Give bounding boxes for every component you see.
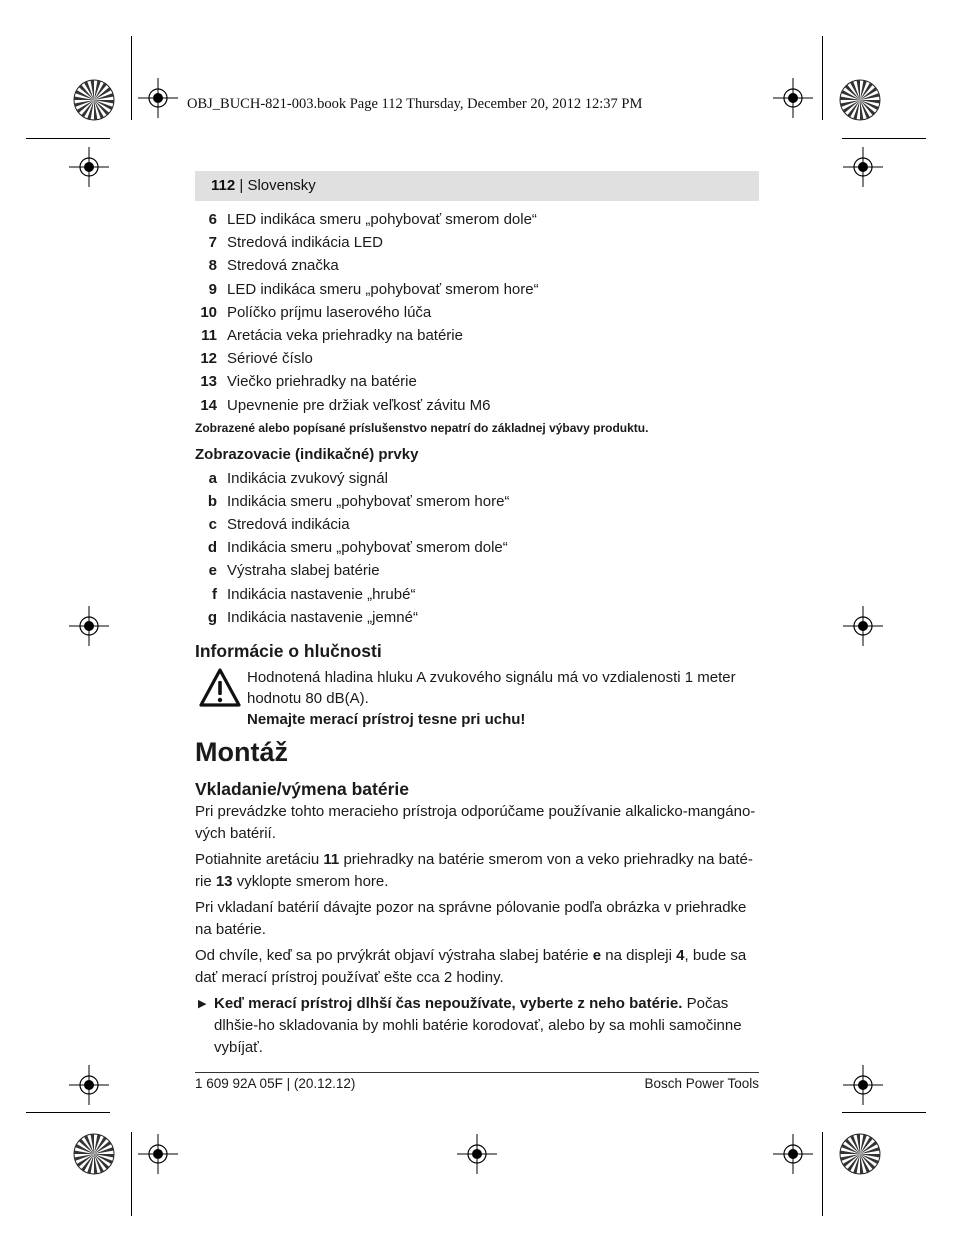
crop-mark [842,1112,926,1113]
list-item [195,490,759,513]
noise-warning-block [195,667,759,728]
registration-mark-icon [457,1134,497,1174]
item-number: 13 [200,373,217,391]
item-letter: d [207,539,217,557]
bullet-text: Počas dlhšie-ho skladovania by mohli batérie korodovať, alebo by sa mohli samočinne vybíjať. [214,995,742,1056]
item-number: 10 [200,303,217,321]
list-item [195,513,759,536]
item-letter: g [207,608,217,626]
noise-heading: Informácie o hlučnosti [195,641,382,661]
components-list [195,208,759,417]
crop-mark [822,36,823,120]
bullet-bold: Keď merací prístroj dlhší čas nepoužívate, vyberte z neho batérie. [214,995,683,1012]
item-text: Stredová indikácia [227,516,350,534]
crop-mark [822,1132,823,1216]
registration-mark-icon [843,147,883,187]
paragraph [195,849,759,893]
list-item [195,606,759,629]
crop-mark [131,36,132,120]
bullet-arrow-icon: ▶ [198,998,207,1010]
item-number: 14 [200,396,217,414]
item-number: 11 [201,326,217,344]
text-run: na displeji [601,947,677,964]
noise-text [247,667,759,730]
display-elements-list [195,467,759,629]
display-elements-heading: Zobrazovacie (indikačné) prvky [195,445,419,463]
registration-mark-icon [138,1134,178,1174]
registration-mark-icon [138,78,178,118]
warning-triangle-icon [199,667,241,709]
battery-heading: Vkladanie/výmena batérie [195,779,409,799]
item-letter: c [208,516,217,534]
list-item [195,208,759,231]
ref-number: 13 [215,873,233,890]
item-text: Aretácia veka priehradky na batérie [227,326,463,344]
print-info: OBJ_BUCH-821-003.book Page 112 Thursday, December 20, 2012 12:37 PM [187,96,643,112]
list-item [195,301,759,324]
text-run: priehradky na batérie smerom von a veko priehradky na baté-rie [195,851,753,890]
item-text: Indikácia smeru „pohybovať smerom dole“ [227,539,508,557]
item-letter: f [212,585,217,603]
assembly-title: Montáž [195,737,288,767]
crop-mark [26,138,110,139]
paragraph: Pri vkladaní batérií dávajte pozor na správne pólovanie podľa obrázka v priehradke na batérie. [195,899,747,938]
registration-mark-icon [69,147,109,187]
item-text: Políčko príjmu laserového lúča [227,303,432,321]
page-number: 112 [211,177,236,194]
ref-letter: e [592,947,602,964]
noise-warning: Nemajte merací prístroj tesne pri uchu! [247,711,526,728]
item-number: 12 [200,350,217,368]
list-item [195,324,759,347]
page-content [195,208,759,1059]
item-text: Stredová značka [227,257,339,275]
registration-mark-icon [773,1134,813,1174]
item-text: LED indikáca smeru „pohybovať smerom dole“ [227,211,537,228]
ref-number: 11 [323,851,340,868]
header-language: Slovensky [247,177,316,194]
registration-mark-icon [773,78,813,118]
item-number: 7 [208,234,217,252]
header-separator: | [235,177,248,194]
item-text: Upevnenie pre držiak veľkosť závitu M6 [227,396,491,414]
list-item [195,254,759,277]
item-text: Indikácia smeru „pohybovať smerom hore“ [227,492,510,510]
item-text: LED indikáca smeru „pohybovať smerom hore“ [227,280,539,298]
registration-mark-icon [69,606,109,646]
crop-mark [842,138,926,139]
item-text: Stredová indikácia LED [227,234,383,252]
list-item [195,583,759,606]
noise-text-line: hodnotu 80 dB(A). [247,690,369,707]
footer-divider [195,1072,759,1073]
item-text: Indikácia nastavenie „jemné“ [227,608,418,626]
registration-mark-icon [69,1065,109,1105]
footer-brand: Bosch Power Tools [644,1076,759,1091]
crop-mark [131,1132,132,1216]
item-text: Sériové číslo [227,350,313,368]
item-number: 9 [208,280,217,298]
item-number: 8 [208,257,217,275]
bullet-item [195,993,759,1059]
star-rosette-icon [838,78,882,122]
list-item [195,278,759,301]
item-letter: b [207,492,217,510]
item-text: Indikácia zvukový signál [227,469,388,487]
star-rosette-icon [72,1132,116,1176]
item-text: Výstraha slabej batérie [227,562,380,580]
list-item [195,467,759,490]
text-run: , bude sa dať merací prístroj používať ešte cca 2 hodiny. [195,947,747,986]
registration-mark-icon [843,1065,883,1105]
text-run: Od chvíle, keď sa po prvýkrát objaví výstraha slabej batérie [195,947,593,964]
list-item [195,394,759,417]
list-item [195,559,759,582]
text-run: vyklopte smerom hore. [232,873,389,890]
text-run: Potiahnite aretáciu [195,851,324,868]
paragraph [195,945,759,989]
ref-number: 4 [676,947,685,964]
accessory-note: Zobrazené alebo popísané príslušenstvo nepatrí do základnej výbavy produktu. [195,420,649,435]
star-rosette-icon [838,1132,882,1176]
list-item [195,370,759,393]
noise-text-line: Hodnotená hladina hluku A zvukového signálu má vo vzdialenosti 1 meter [247,669,736,686]
star-rosette-icon [72,78,116,122]
item-text: Viečko priehradky na batérie [227,373,417,391]
page-header [195,171,759,201]
list-item [195,231,759,254]
registration-mark-icon [843,606,883,646]
list-item [195,536,759,559]
item-letter: e [208,562,217,580]
paragraph: Pri prevádzke tohto meracieho prístroja odporúčame používanie alkalicko-mangáno-vých batérií. [195,803,756,842]
item-text: Indikácia nastavenie „hrubé“ [227,585,416,603]
item-letter: a [208,469,217,487]
list-item [195,347,759,370]
crop-mark [26,1112,110,1113]
footer-doc-number: 1 609 92A 05F | (20.12.12) [195,1076,356,1091]
item-number: 6 [208,211,217,228]
